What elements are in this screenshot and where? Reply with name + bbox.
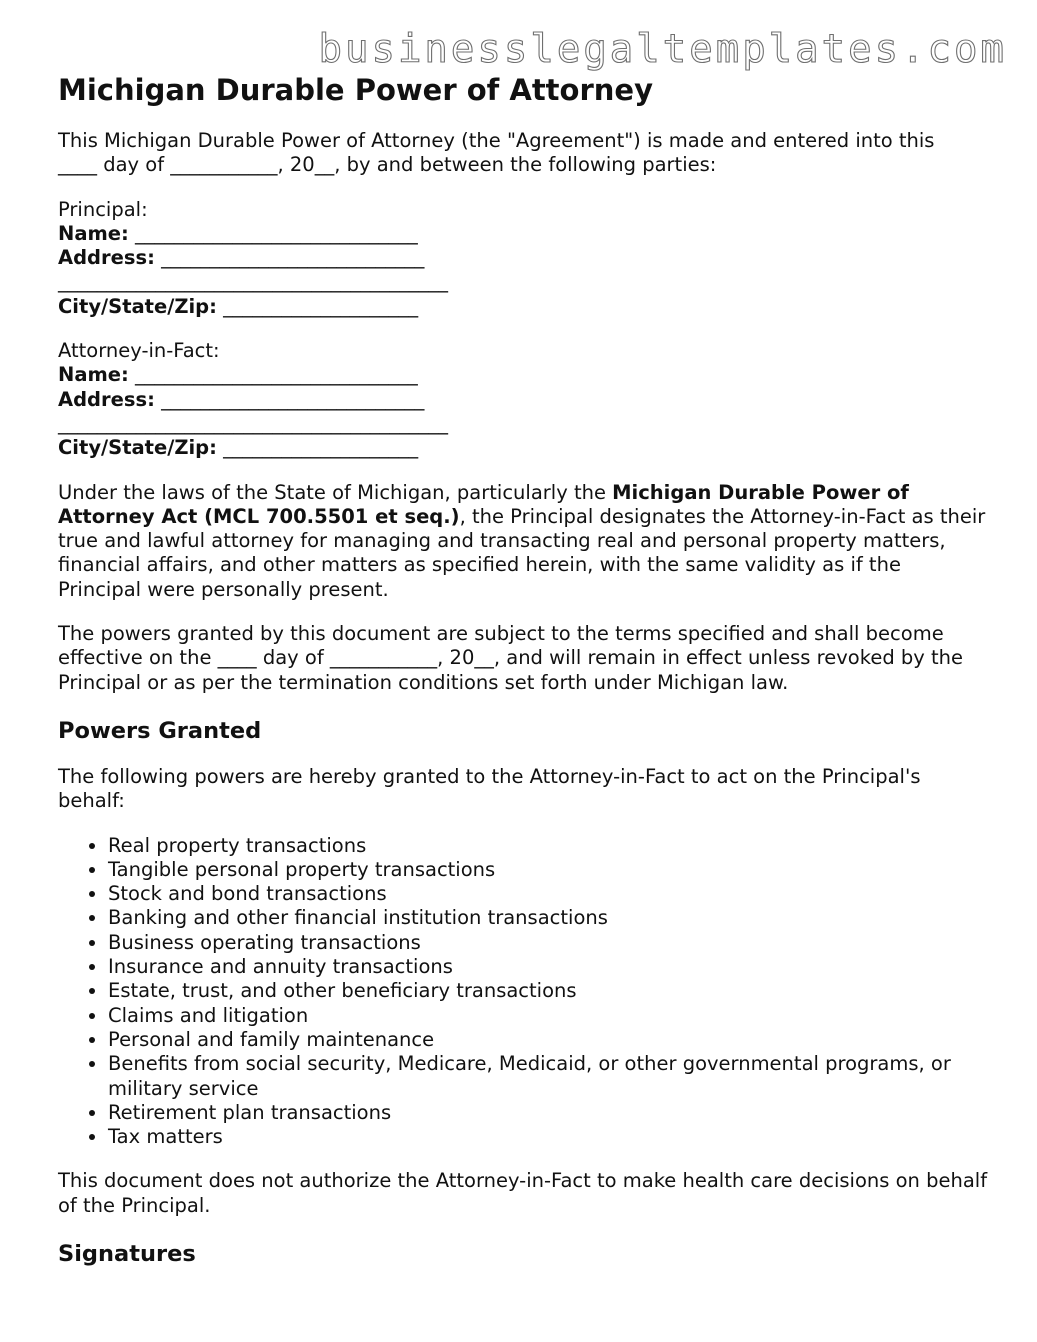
principal-city-label: City/State/Zip: <box>58 294 217 318</box>
principal-address-row <box>58 246 988 270</box>
attorney-block <box>58 339 988 460</box>
principal-name-row <box>58 222 988 246</box>
principal-heading: Principal: <box>58 197 148 221</box>
attorney-address-field: ___________________________ <box>161 387 425 411</box>
law-paragraph-suffix: , the Principal designates the Attorney-in-Fact as their true and lawful attorney for managing and transacting real and personal property matters, financial affairs, and other matters as specified herein, with the same validity as if the Principal were personally present. <box>58 504 986 601</box>
signatures-heading: Signatures <box>58 1240 196 1267</box>
principal-address-field: ___________________________ <box>161 246 425 270</box>
attorney-city-label: City/State/Zip: <box>58 436 217 460</box>
attorney-city-row <box>58 436 988 460</box>
list-item: • Banking and other financial institution transactions <box>108 906 988 930</box>
health-care-note: This document does not authorize the Attorney-in-Fact to make health care decisions on behalf of the Principal. <box>58 1169 988 1217</box>
page-title: Michigan Durable Power of Attorney <box>58 73 653 107</box>
powers-heading: Powers Granted <box>58 717 262 744</box>
watermark: businesslegaltemplates.com <box>318 27 1007 72</box>
powers-list <box>58 834 988 1150</box>
list-item: • Tax matters <box>108 1125 988 1149</box>
list-item: • Retirement plan transactions <box>108 1101 988 1125</box>
list-item: • Claims and litigation <box>108 1004 988 1028</box>
list-item: • Personal and family maintenance <box>108 1028 988 1052</box>
list-item: • Benefits from social security, Medicare, Medicaid, or other governmental programs, or military service <box>108 1052 988 1101</box>
principal-address-label: Address: <box>58 246 155 270</box>
attorney-name-label: Name: <box>58 363 129 387</box>
attorney-name-field: _____________________________ <box>135 363 418 387</box>
effective-paragraph: The powers granted by this document are subject to the terms specified and shall become effective on the ____ day of ___________, 20__, and will remain in effect unless revoked by the Principal or as per the termination conditions set forth under Michigan law. <box>58 622 964 694</box>
powers-intro: The following powers are hereby granted to the Attorney-in-Fact to act on the Principal's behalf: <box>58 764 921 813</box>
attorney-city-field: ____________________ <box>223 436 419 460</box>
list-item: • Business operating transactions <box>108 931 988 955</box>
intro-paragraph <box>58 129 988 178</box>
attorney-name-row <box>58 363 988 387</box>
principal-address-field-2: ________________________________________ <box>58 270 448 294</box>
intro-line-2: ____ day of ___________, 20__, by and between the following parties: <box>58 153 717 177</box>
law-paragraph-act: Michigan Durable Power of Attorney Act (MCL 700.5501 et seq.) <box>58 480 909 528</box>
principal-name-field: _____________________________ <box>135 221 418 245</box>
attorney-address-label: Address: <box>58 387 155 411</box>
intro-line-1: This Michigan Durable Power of Attorney (the "Agreement") is made and entered into this <box>58 129 935 152</box>
list-item: • Insurance and annuity transactions <box>108 955 988 979</box>
law-paragraph <box>58 481 988 602</box>
attorney-address-field-2: ________________________________________ <box>58 411 448 435</box>
principal-block <box>58 198 988 319</box>
attorney-address-row <box>58 388 988 412</box>
list-item: • Estate, trust, and other beneficiary transactions <box>108 979 988 1003</box>
principal-city-row <box>58 295 988 319</box>
document-page <box>58 72 988 1288</box>
principal-city-field: ____________________ <box>223 294 419 318</box>
list-item: • Stock and bond transactions <box>108 882 988 906</box>
law-paragraph-prefix: Under the laws of the State of Michigan, particularly the <box>58 480 613 504</box>
list-item: • Tangible personal property transactions <box>108 858 988 882</box>
attorney-heading: Attorney-in-Fact: <box>58 339 220 363</box>
principal-name-label: Name: <box>58 221 129 245</box>
list-item: • Real property transactions <box>108 834 988 858</box>
